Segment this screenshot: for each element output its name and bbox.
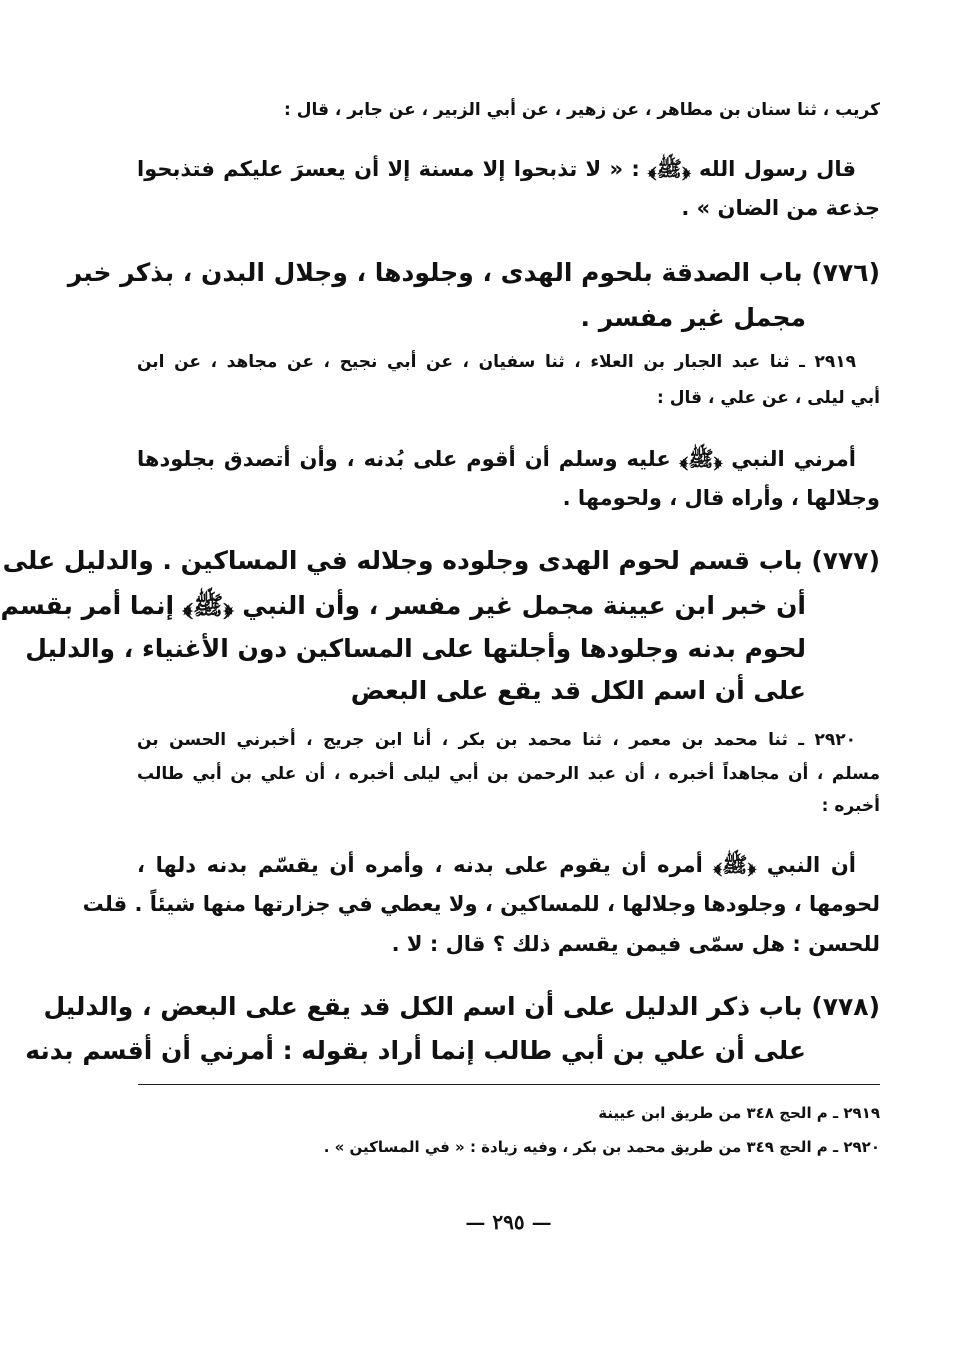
chapter-heading-777-line-2: أن خبر ابن عيينة مجمل غير مفسر ، وأن النبي ﴿ﷺ﴾ إنما أمر بقسم: [0, 591, 806, 620]
hadith-2920-text-line-1: أن النبي ﴿ﷺ﴾ أمره أن يقوم على بدنه ، وأمره أن يقسّم بدنه دلها ،: [137, 853, 856, 877]
hadith-2920-chain-line-2: مسلم ، أن مجاهداً أخبره ، أن عبد الرحمن بن أبي ليلى أخبره ، أن علي بن أبي طالب: [137, 764, 880, 784]
chapter-heading-776-line-2: مجمل غير مفسر .: [580, 303, 806, 332]
chapter-heading-777-line-4: على أن اسم الكل قد يقع على البعض: [350, 676, 806, 705]
hadith-2919-text-line-2: وجلالها ، وأراه قال ، ولحومها .: [562, 486, 880, 510]
hadith-text-line-1: قال رسول الله ﴿ﷺ﴾ : « لا تذبحوا إلا مسنة إلا أن يعسرَ عليكم فتذبحوا: [137, 157, 856, 181]
page-number: — ٢٩٥ —: [465, 1210, 552, 1234]
hadith-2920-chain-line-1: ٢٩٢٠ ـ ثنا محمد بن معمر ، ثنا محمد بن بكر ، أنا ابن جريج ، أخبرني الحسن بن: [137, 730, 856, 750]
footnote-2919: ٢٩١٩ ـ م الحج ٣٤٨ من طريق ابن عيينة: [598, 1104, 880, 1122]
footnote-divider: [138, 1084, 880, 1085]
hadith-2920-chain-line-3: أخبره :: [821, 796, 880, 816]
hadith-2919-text-line-1: أمرني النبي ﴿ﷺ﴾ عليه وسلم أن أقوم على بُدنه ، وأن أتصدق بجلودها: [137, 447, 856, 471]
hadith-2920-text-line-2: لحومها ، وجلودها وجلالها ، للمساكين ، ولا يعطي في جزارتها منها شيئاً . قلت: [82, 892, 880, 916]
hadith-2919-chain-line-2: أبي ليلى ، عن علي ، قال :: [657, 388, 880, 408]
chapter-heading-777-line-3: لحوم بدنه وجلودها وأجلتها على المساكين دون الأغنياء ، والدليل: [25, 634, 806, 663]
hadith-2919-chain-line-1: ٢٩١٩ ـ ثنا عبد الجبار بن العلاء ، ثنا سفيان ، عن أبي نجيح ، عن مجاهد ، عن ابن: [137, 352, 856, 372]
chapter-heading-778-line-1: (٧٧٨) باب ذكر الدليل على أن اسم الكل قد يقع على البعض ، والدليل: [43, 992, 880, 1021]
chapter-heading-776-line-1: (٧٧٦) باب الصدقة بلحوم الهدى ، وجلودها ، وجلال البدن ، بذكر خبر: [67, 258, 880, 287]
chapter-heading-778-line-2: على أن علي بن أبي طالب إنما أراد بقوله : أمرني أن أقسم بدنه: [25, 1036, 806, 1065]
hadith-text-line-2: جذعة من الضان » .: [681, 196, 880, 220]
hadith-2920-text-line-3: للحسن : هل سمّى فيمن يقسم ذلك ؟ قال : لا .: [391, 932, 880, 956]
chain-line-1: كريب ، ثنا سنان بن مطاهر ، عن زهير ، عن أبي الزبير ، عن جابر ، قال :: [283, 100, 880, 120]
footnote-2920: ٢٩٢٠ ـ م الحج ٣٤٩ من طريق محمد بن بكر ، وفيه زيادة : « في المساكين » .: [323, 1138, 880, 1156]
chapter-heading-777-line-1: (٧٧٧) باب قسم لحوم الهدى وجلوده وجلاله في المساكين . والدليل على: [2, 546, 880, 575]
